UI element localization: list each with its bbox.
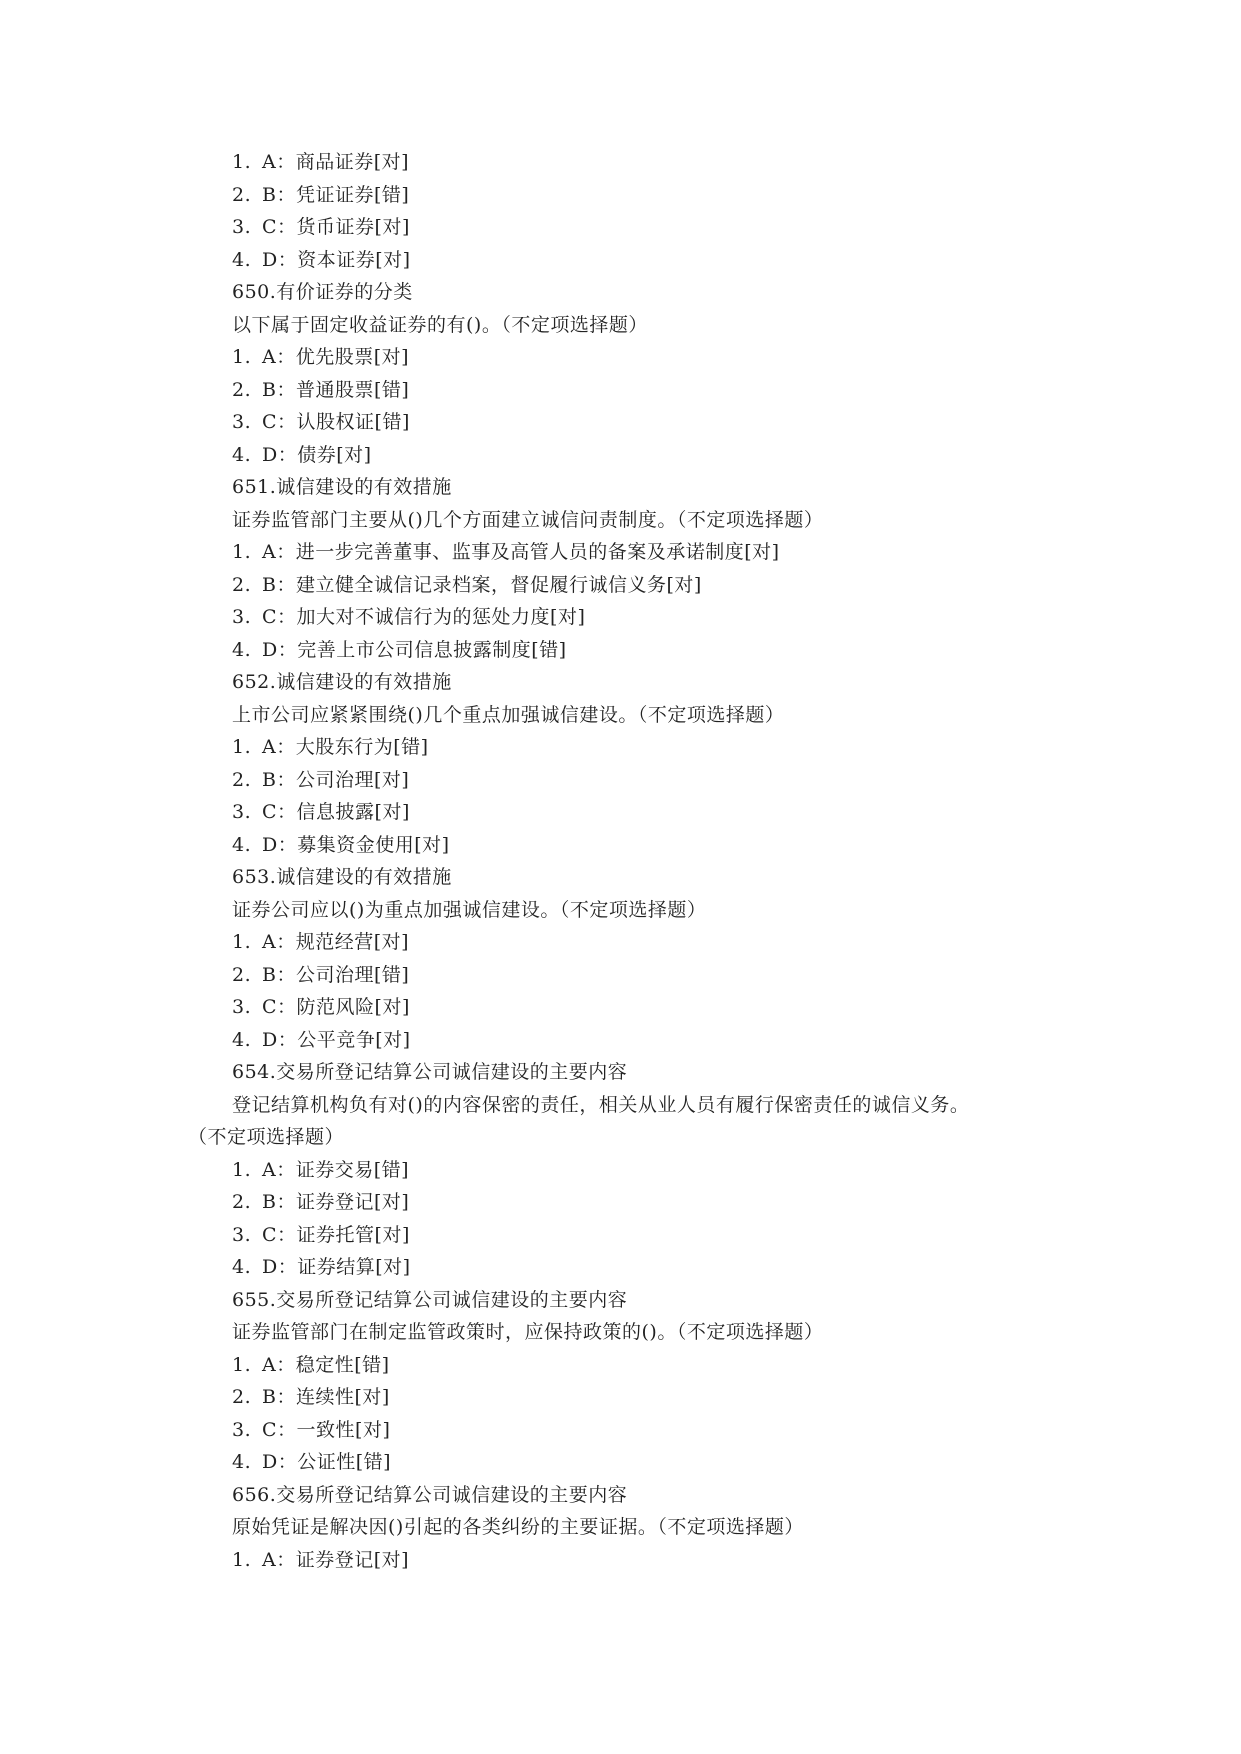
option-number: 3. (232, 801, 252, 823)
question-text: 证券监管部门主要从()几个方面建立诚信问责制度。（不定项选择题） (232, 508, 824, 531)
option-text: A：大股东行为[错] (262, 736, 429, 758)
answer-option (0, 634, 1241, 667)
option-text: A：稳定性[错] (262, 1353, 390, 1376)
option-number: 3. (232, 606, 252, 628)
option-number: 2. (232, 1191, 252, 1213)
answer-option (0, 959, 1241, 992)
option-text: B：建立健全诚信记录档案，督促履行诚信义务[对] (262, 573, 702, 596)
question-text: 上市公司应紧紧围绕()几个重点加强诚信建设。（不定项选择题） (232, 703, 785, 726)
option-text: D：完善上市公司信息披露制度[错] (262, 638, 567, 661)
option-text: D：公平竞争[对] (262, 1028, 411, 1051)
option-text: C：一致性[对] (262, 1418, 391, 1441)
question-heading: 650.有价证券的分类 (232, 281, 413, 303)
option-number: 2. (232, 183, 252, 206)
question-text: 原始凭证是解决因()引起的各类纠纷的主要证据。（不定项选择题） (232, 1516, 804, 1538)
question-text-line: 登记结算机构负有对()的内容保密的责任，相关从业人员有履行保密责任的诚信义务。 (232, 1093, 970, 1116)
option-text: B：凭证证券[错] (262, 183, 410, 206)
answer-option (0, 601, 1241, 634)
option-number: 4. (232, 1256, 252, 1278)
answer-option (0, 536, 1241, 569)
option-number: 3. (232, 411, 252, 433)
option-number: 4. (232, 1451, 252, 1473)
option-text: C：防范风险[对] (262, 996, 410, 1018)
option-number: 4. (232, 833, 252, 856)
option-text: A：进一步完善董事、监事及高管人员的备案及承诺制度[对] (262, 541, 780, 563)
answer-option (0, 179, 1241, 212)
option-text: D：资本证券[对] (262, 248, 411, 271)
option-text: D：债券[对] (262, 443, 372, 466)
option-number: 3. (232, 1223, 252, 1246)
option-number: 1. (232, 1353, 252, 1376)
option-text: A：证券登记[对] (262, 1548, 410, 1571)
option-number: 2. (232, 573, 252, 596)
question-text: 证券公司应以()为重点加强诚信建设。（不定项选择题） (232, 898, 707, 921)
option-number: 1. (232, 736, 252, 758)
option-text: B：公司治理[对] (262, 768, 410, 791)
option-number: 1. (232, 931, 252, 953)
answer-option (0, 731, 1241, 764)
option-number: 3. (232, 1418, 252, 1441)
answer-option (0, 341, 1241, 374)
question-text: 以下属于固定收益证券的有()。（不定项选择题） (232, 313, 648, 336)
option-text: C：认股权证[错] (262, 411, 410, 433)
option-text: D：公证性[错] (262, 1451, 392, 1473)
option-number: 3. (232, 996, 252, 1018)
answer-option (0, 439, 1241, 472)
option-text: B：连续性[对] (262, 1386, 390, 1408)
option-text: C：信息披露[对] (262, 801, 410, 823)
answer-option (0, 1219, 1241, 1252)
option-number: 4. (232, 443, 252, 466)
option-number: 2. (232, 378, 252, 401)
option-number: 4. (232, 1028, 252, 1051)
option-text: D：证券结算[对] (262, 1256, 411, 1278)
answer-option (0, 374, 1241, 407)
answer-option (0, 1349, 1241, 1382)
option-text: C：加大对不诚信行为的惩处力度[对] (262, 606, 586, 628)
option-number: 3. (232, 216, 252, 238)
option-text: B：证券登记[对] (262, 1191, 410, 1213)
option-text: D：募集资金使用[对] (262, 833, 450, 856)
option-number: 2. (232, 1386, 252, 1408)
answer-option (0, 244, 1241, 277)
answer-option (0, 991, 1241, 1024)
option-text: A：证券交易[错] (262, 1158, 410, 1181)
option-number: 1. (232, 1158, 252, 1181)
option-number: 1. (232, 541, 252, 563)
answer-option (0, 1154, 1241, 1187)
option-number: 2. (232, 963, 252, 986)
question-type-label: （不定项选择题） (188, 1126, 345, 1148)
option-text: A：优先股票[对] (262, 346, 410, 368)
answer-option (0, 569, 1241, 602)
option-number: 1. (232, 1548, 252, 1571)
option-number: 1. (232, 346, 252, 368)
answer-option (0, 1414, 1241, 1447)
answer-option (0, 211, 1241, 244)
question-heading: 654.交易所登记结算公司诚信建设的主要内容 (232, 1061, 628, 1083)
question-heading: 655.交易所登记结算公司诚信建设的主要内容 (232, 1288, 628, 1311)
option-number: 1. (232, 151, 252, 173)
answer-option (0, 796, 1241, 829)
option-text: B：公司治理[错] (262, 963, 410, 986)
question-text: 证券监管部门在制定监管政策时，应保持政策的()。（不定项选择题） (232, 1321, 824, 1343)
option-number: 4. (232, 248, 252, 271)
answer-option (0, 406, 1241, 439)
option-number: 2. (232, 768, 252, 791)
question-text (0, 1089, 1112, 1154)
answer-option (0, 1024, 1241, 1057)
answer-option (0, 1544, 1241, 1577)
option-text: A：规范经营[对] (262, 931, 410, 953)
answer-option (0, 146, 1241, 179)
answer-option (0, 1251, 1241, 1284)
answer-option (0, 764, 1241, 797)
answer-option (0, 926, 1241, 959)
question-heading: 651.诚信建设的有效措施 (232, 476, 452, 498)
question-heading: 656.交易所登记结算公司诚信建设的主要内容 (232, 1483, 628, 1506)
document-page (0, 146, 1241, 1576)
answer-option (0, 1186, 1241, 1219)
question-heading: 653.诚信建设的有效措施 (232, 866, 452, 888)
answer-option (0, 1381, 1241, 1414)
option-text: B：普通股票[错] (262, 378, 410, 401)
option-number: 4. (232, 638, 252, 661)
answer-option (0, 1446, 1241, 1479)
answer-option (0, 829, 1241, 862)
option-text: C：货币证券[对] (262, 216, 410, 238)
option-text: A：商品证券[对] (262, 151, 410, 173)
option-text: C：证券托管[对] (262, 1223, 410, 1246)
question-heading: 652.诚信建设的有效措施 (232, 671, 452, 693)
